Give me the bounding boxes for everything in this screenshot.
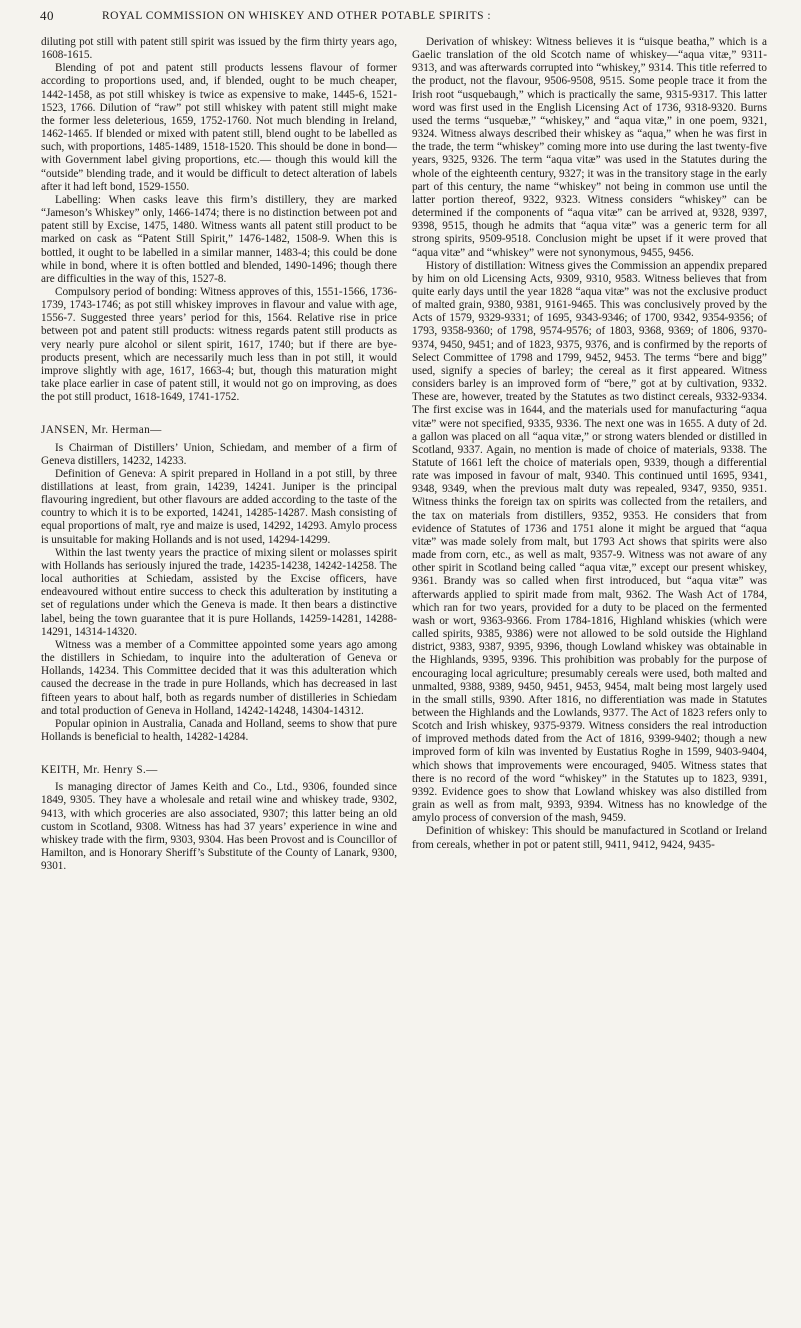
- body-paragraph: Is Chairman of Distillers’ Union, Schiedam, and member of a firm of Geneva distillers, 14232, 14233.: [41, 441, 397, 467]
- page-number: 40: [40, 8, 54, 23]
- body-paragraph: Blending of pot and patent still products lessens flavour of former according to proportions used, and, if blended, ought to be much cheaper, 1442-1458, as pot still whiskey is twice as expensive to make, 1445-6, 1521-1523, 1766. Dilution of “raw” pot still whiskey with patent still might make the former less deleterious, 1659, 1752-1760. Not much blending in Ireland, 1462-1465. If blended or mixed with patent still, blend ought to be labelled as such, with proportions, 1485-1489, 1518-1520. This should be done in bond—with Government label giving proportions, etc.— though this would kill the “outside” blending trade, and it would be difficult to detect alteration of labels after it had left bond, 1529-1550.: [41, 62, 397, 193]
- running-title: ROYAL COMMISSION ON WHISKEY AND OTHER POTABLE SPIRITS :: [102, 10, 492, 22]
- body-paragraph: Witness was a member of a Committee appointed some years ago among the distillers in Schiedam, to inquire into the adulteration of Geneva or Hollands, 14234. This Committee decided that it was this adulteration which caused the decrease in the trade in pure Hollands, which has decreased in last fifteen years to about half, both as regards number of distilleries in Schiedam and total production of Geneva in Holland, 14242-14248, 14304-14312.: [41, 638, 397, 717]
- body-paragraph: Labelling: When casks leave this firm’s distillery, they are marked “Jameson’s Whiskey” only, 1466-1474; there is no distinction between pot and patent still by Excise, 1475, 1480. Witness wants all patent still product to be marked on cask as “Patent Still Spirit,” 1476-1482, 1508-9. When this is bottled, it ought to be labelled in a similar manner, 1483-4; this could be done while in bond, where it is often bottled and blended, 1490-1496; though there are difficulties in the way of this, 1527-8.: [41, 193, 397, 285]
- body-paragraph: Popular opinion in Australia, Canada and Holland, seems to show that pure Hollands is beneficial to health, 14282-14284.: [41, 717, 397, 743]
- body-paragraph: Derivation of whiskey: Witness believes it is “uisque beatha,” which is a Gaelic translation of the old Scotch name of whiskey—“aqua vitæ,” 9311-9313, and was afterwards corrupted into “whiskey,” 9314. This title referred to the product, not the flavour, 9506-9508, 9515. Some people trace it from the Irish root “usquebaugh,” which is practically the same, 9315-9317. This latter word was first used in the English Licensing Act of 1736, 9318-9320. Burns used the terms “usquebæ,” “whiskey,” and “aqua vitæ,” in one poem, 9321, 9324. Witness always described their whiskey as “aqua,” when he was first in the trade, the term “whiskey” coming more into use during the last twenty-five years, 9325, 9326. The term “aqua vitæ” was used in the Statutes during the whole of the eighteenth century, 9327; it was in the transitory stage in the early part of this century, the name “whiskey” not being in common use until the latter portion thereof, 9322, 9323. Witness considers “whiskey” can be determined if the components of “aqua vitæ” can be arrived at, 9328, 9397, 9398, 9515, though he admits that “aqua vitæ” was a generic term for all strong spirits, 9509-9518. Conclusion might be upset if it were proved that “aqua vitæ” and “whiskey” were not synonymous, 9455, 9456.: [412, 36, 767, 259]
- body-paragraph: Within the last twenty years the practice of mixing silent or molasses spirit with Hollands has seriously injured the trade, 14235-14238, 14242-14258. The local authorities at Schiedam, assisted by the Excise officers, have endeavoured without entire success to check this adulteration by instituting a set of regulations under which the Geneva is made. It then bears a distinctive label, being the town guarantee that it is pure Hollands, 14259-14281, 14288-14291, 14314-14320.: [41, 546, 397, 638]
- body-paragraph: Compulsory period of bonding: Witness approves of this, 1551-1566, 1736-1739, 1743-1746; as pot still whiskey improves in flavour and value with age, 1556-7. Suggested three years’ period for this, 1564. Relative rise in price between pot and patent still products: witness regards patent still products as very nearly pure alcohol or silent spirit, 1617, 1740; but if there are bye-products present, which are necessarily much less than in pot still, it would improve slightly with age, 1617, 1663-4; but, though this maturation might take place earlier in case of patent still, it would not go on improving, as does the pot still product, 1618-1649, 1741-1752.: [41, 285, 397, 404]
- witness-heading-jansen: JANSEN, Mr. Herman—: [41, 424, 162, 437]
- body-paragraph: diluting pot still with patent still spirit was issued by the firm thirty years ago, 1608-1615.: [41, 36, 397, 62]
- left-column: [41, 36, 397, 1321]
- witness-heading-keith: KEITH, Mr. Henry S.—: [41, 764, 158, 777]
- right-column: [412, 36, 767, 1321]
- body-paragraph: Definition of Geneva: A spirit prepared in Holland in a pot still, by three distillations at least, from grain, 14239, 14241. Juniper is the principal flavouring ingredient, but other flavours are added according to the taste of the country to which it is to be exported, 14241, 14285-14287. Mash consisting of equal proportions of malt, rye and maize is used, 14292, 14293. Amylo process is unsuitable for making Hollands and is not used, 14294-14299.: [41, 467, 397, 546]
- body-paragraph: Is managing director of James Keith and Co., Ltd., 9306, founded since 1849, 9305. They have a wholesale and retail wine and whiskey trade, 9302, 9413, with which groceries are also associated, 9307; this latter being an old custom in Scotland, 9308. Witness has had 37 years’ experience in wine and whiskey trade with the firm, 9303, 9304. Has been Provost and is Councillor of Hamilton, and is Honorary Sheriff’s Substitute of the County of Lanark, 9300, 9301.: [41, 781, 397, 873]
- body-paragraph: History of distillation: Witness gives the Commission an appendix prepared by him on old Licensing Acts, 9309, 9310, 9583. Witness believes that from quite early days until the year 1828 “aqua vitæ” was not the exclusive product of malted grain, 9380, 9381, 9161-9465. This was conclusively proved by the Acts of 1579, 9329-9331; of 1695, 9343-9346; of 1700, 9342, 9354-9356; of 1793, 9358-9360; of 1798, 9574-9576; of 1803, 9368, 9369; of 1806, 9370-9374, 9450, 9451; and of 1823, 9375, 9376, and is confirmed by the reports of Select Committee of 1798 and 1799, 9452, 9453. The terms “bere and bigg” used, signify a species of barley; the cereal as it first appeared. Witness considers barley is an improved form of “bere,” got at by cultivation, 9332. These are, however, treated by the Statutes as two distinct cereals, 9332-9334. The first excise was in 1644, and the materials used for manufacturing “aqua vitæ” were not specified, 9335, 9336. The next one was in 1655. A duty of 2d. a gallon was placed on all “aqua vitæ,” or strong waters blended or distilled in Scotland, 9337. Again, no mention is made of choice of materials, 9338. The Statute of 1661 left the choice of materials open, 9339, though a differential rate was imposed in favour of malt, 9340. This continued until 1695, 9341, 9348, 9349, when the previous malt duty was repealed, 9347, 9350, 9351. Witness thinks the foreign tax on spirits was collected from the retailers, and the tax on materials from distillers, 9352, 9353. He considers that from evidence of Statutes of 1736 and 1751 alone it might be argued that “aqua vitæ” was made solely from malt, but 1793 Act shows that spirits were also made from corn, etc., as well as malt, 9357-9. Witness was not aware of any other spirit in Scotland being called “aqua vitæ,” except our present whiskey, 9361. Brandy was so called when first introduced, but “aqua vitæ” was afterwards applied to spirit made from malt, 9362. The Wash Act of 1784, which ran for two years, provided for a duty to be placed on the fermented wash or wort, 9363-9366. From 1784-1816, Highland whiskies (which were called spirits, 9385, 9386) were not allowed to be sold outside the Highland district, 9383, 9387, 9395, 9396, though Lowland whiskey was obtainable in the Highlands, 9395, 9396. This prohibition was probably for the purpose of encouraging local agriculture; presumably cereals were used, both malted and unmalted, 9388, 9389, 9450, 9451, 9453, 9454, malt being most largely used in the small stills, 9390. After 1816, no differentiation was made in Statutes between the Highlands and the Lowlands, 9377. The Act of 1823 refers only to Scotch and Irish whiskey, 9375-9379. Witness considers the real introduction of improved methods dated from the Act of 1816, 9399-9402; though a new improved form of kiln was invented by Eustatius Roghe in 1599, 9403-9404, which shows that improvements were encouraged, 9405. Witness states that there is no record of the word “whiskey” in the Statutes up to 1823, 9391, 9392. Evidence goes to show that Lowland whiskey was also distilled from grain as well as from malt, 9393, 9394. Witness has no knowledge of the amylo process of conversion of the mash, 9459.: [412, 259, 767, 825]
- running-head: [40, 8, 766, 30]
- body-paragraph: Definition of whiskey: This should be manufactured in Scotland or Ireland from cereals, whether in pot or patent still, 9411, 9412, 9424, 9435-: [412, 825, 767, 851]
